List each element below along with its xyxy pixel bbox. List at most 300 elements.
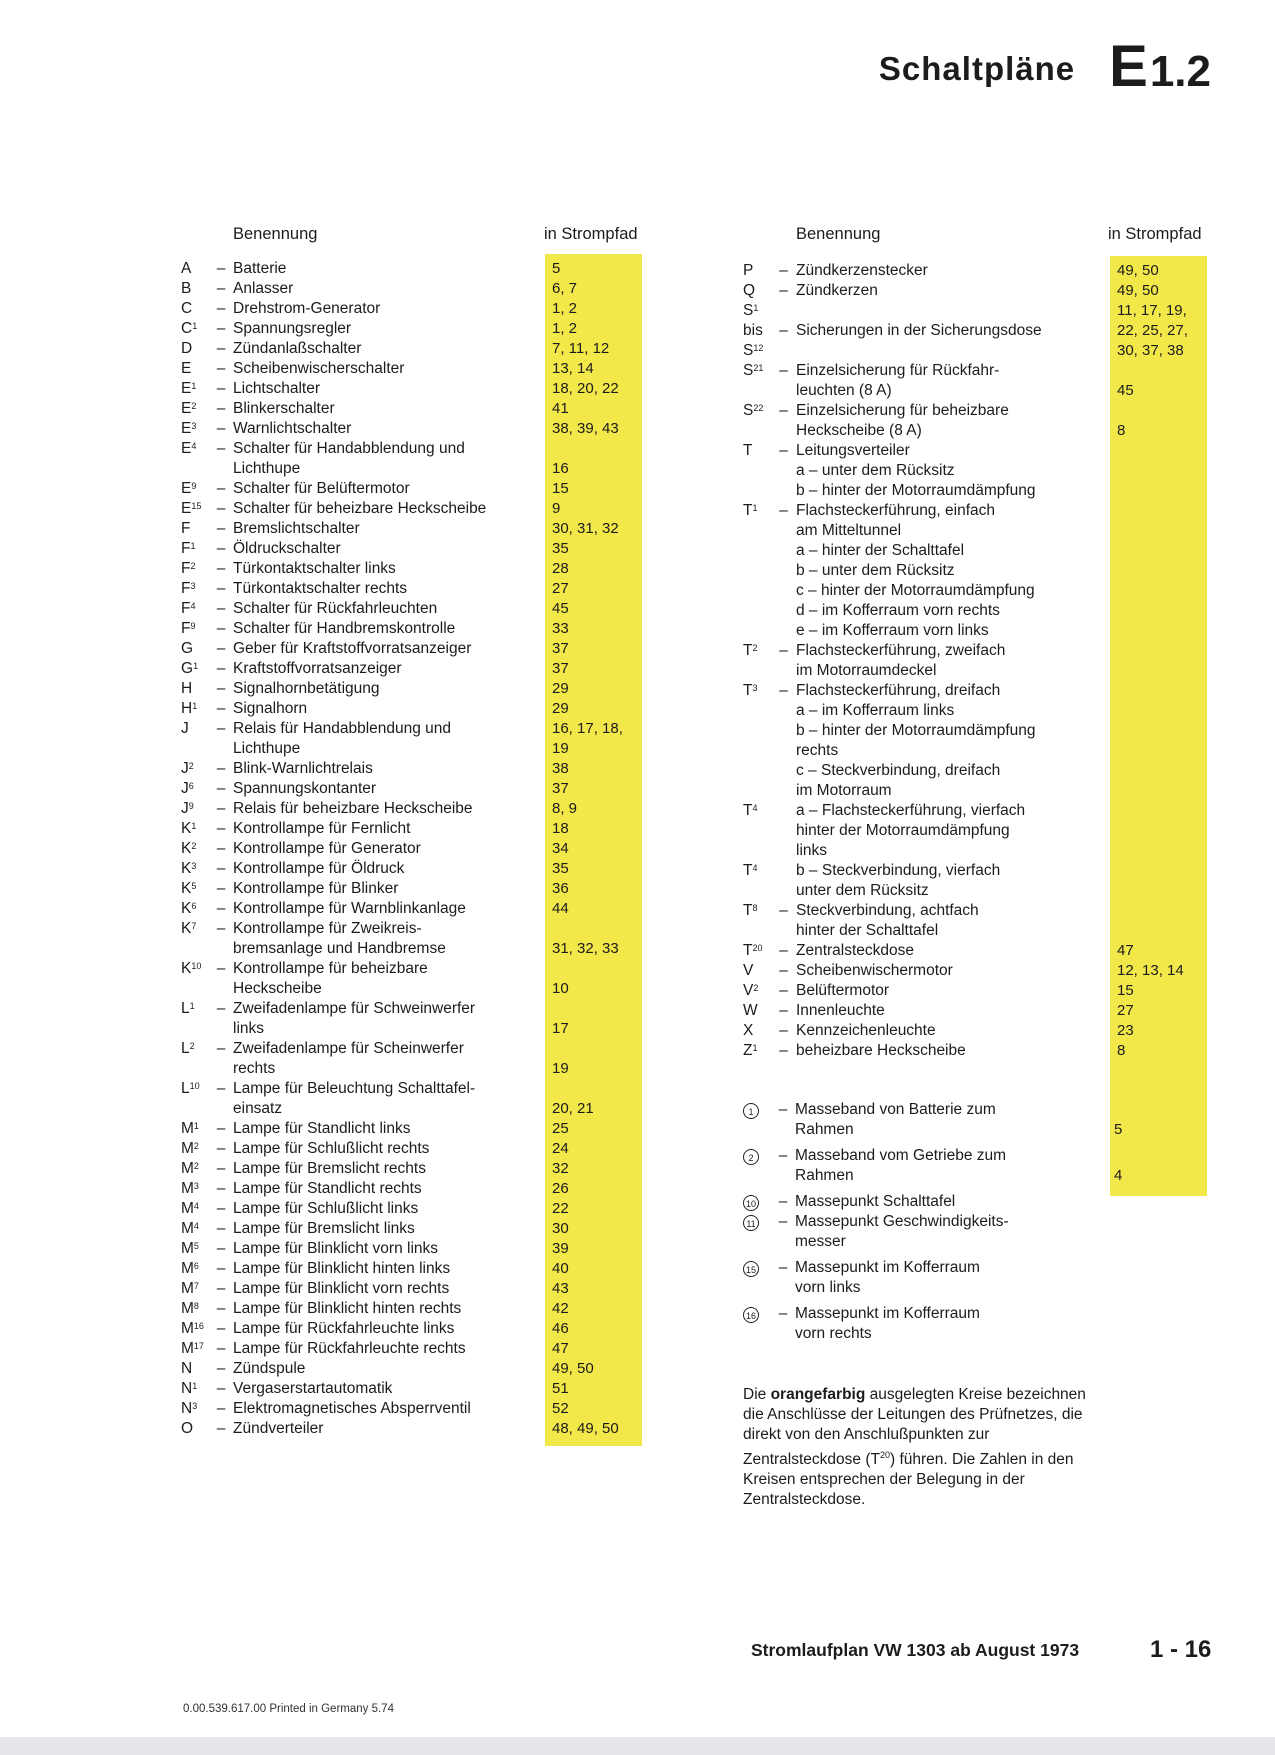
component-name: Lampe für Beleuchtung Schalttafel- — [233, 1080, 476, 1097]
legend-row — [181, 339, 610, 359]
circuit-path: 15 — [1117, 982, 1134, 999]
component-code-letter: E — [181, 400, 192, 417]
component-code — [743, 261, 771, 281]
component-name: Spannungsregler — [233, 320, 352, 337]
component-code-index: 4 — [752, 863, 758, 873]
circuit-path: 17 — [552, 1020, 569, 1037]
component-code — [181, 619, 209, 639]
component-name: Lampe für Schlußlicht rechts — [233, 1140, 430, 1157]
ground-point-name: Massepunkt Schalttafel — [795, 1193, 956, 1210]
separator-dash — [771, 781, 796, 801]
separator-dash — [771, 341, 796, 361]
separator-dash — [771, 1278, 795, 1298]
component-code-letter: T — [743, 942, 753, 959]
component-code-index: 1 — [752, 503, 758, 513]
component-code — [181, 999, 209, 1019]
ground-row — [743, 1304, 1107, 1324]
component-name: hinter der Schalttafel — [796, 922, 939, 939]
legend-row — [743, 661, 1108, 681]
component-name: Sicherungen in der Sicherungsdose — [796, 322, 1042, 339]
component-name: b – hinter der Motorraumdämpfung — [796, 722, 1036, 739]
separator-dash: – — [779, 402, 788, 419]
component-code-letter: M — [181, 1120, 194, 1137]
component-name: am Mitteltunnel — [796, 522, 902, 539]
component-code-letter: S — [743, 362, 754, 379]
legend-row — [743, 541, 1108, 561]
component-name: Schalter für Belüftermotor — [233, 480, 410, 497]
legend-row — [743, 921, 1108, 941]
component-code — [743, 901, 771, 921]
component-code — [181, 1139, 209, 1159]
separator-dash — [771, 881, 796, 901]
component-code — [743, 301, 771, 321]
ground-point-name: Massepunkt im Kofferraum — [795, 1305, 980, 1322]
separator-dash: – — [216, 700, 226, 717]
component-code-index: 3 — [752, 683, 758, 693]
component-code — [743, 461, 771, 481]
component-code — [743, 361, 771, 381]
ground-point-name: Rahmen — [795, 1121, 854, 1138]
component-code — [181, 879, 209, 899]
component-code — [181, 1279, 209, 1299]
separator-dash: – — [216, 1380, 226, 1397]
component-code — [743, 721, 771, 741]
component-name: Relais für Handabblendung und — [233, 720, 452, 737]
circuit-path: 41 — [552, 400, 569, 417]
component-name: Heckscheibe (8 A) — [796, 422, 922, 439]
separator-dash — [771, 601, 796, 621]
legend-row — [181, 879, 569, 899]
component-name: Kontrollampe für beheizbare — [233, 960, 428, 977]
component-code-index: 6 — [188, 781, 194, 791]
circuit-path: 47 — [1117, 942, 1134, 959]
separator-dash — [209, 739, 233, 759]
component-name: Heckscheibe — [233, 980, 322, 997]
component-code-letter: K — [181, 920, 192, 937]
component-code-index: 2 — [193, 1141, 199, 1151]
separator-dash: – — [216, 960, 226, 977]
component-code — [181, 1299, 209, 1319]
component-code-index: 5 — [193, 1241, 199, 1251]
component-code-letter: F — [181, 520, 191, 537]
component-code — [181, 419, 209, 439]
legend-row — [743, 981, 1134, 1001]
ground-row — [743, 1324, 1107, 1344]
circuit-path: 11, 17, 19, — [1117, 302, 1187, 319]
component-name: beheizbare Heckscheibe — [796, 1042, 966, 1059]
separator-dash: – — [779, 642, 788, 659]
component-code — [743, 841, 771, 861]
component-code — [743, 321, 771, 341]
circuit-path: 38 — [552, 760, 569, 777]
separator-dash — [209, 979, 233, 999]
component-code-letter: M — [181, 1300, 194, 1317]
circuit-path: 20, 21 — [552, 1100, 594, 1117]
component-name: Lampe für Bremslicht rechts — [233, 1160, 426, 1177]
component-code-letter: P — [743, 262, 754, 279]
component-code-index: 2 — [191, 401, 197, 411]
component-name: Zweifadenlampe für Scheinwerfer — [233, 1040, 464, 1057]
separator-dash — [771, 861, 796, 881]
separator-dash: – — [216, 600, 226, 617]
legend-row — [181, 619, 569, 639]
separator-dash: – — [779, 502, 788, 519]
component-name — [796, 301, 1108, 321]
component-name: Lichtschalter — [233, 380, 321, 397]
component-name: a – Flachsteckerführung, vierfach — [796, 802, 1026, 819]
component-code — [181, 1339, 209, 1359]
component-name: Drehstrom-Generator — [233, 300, 381, 317]
component-code — [743, 961, 771, 981]
component-code-letter: F — [181, 580, 191, 597]
component-code — [743, 621, 771, 641]
component-code — [743, 661, 771, 681]
component-code-letter: O — [181, 1420, 194, 1437]
separator-dash: – — [216, 340, 226, 357]
legend-row — [181, 919, 545, 939]
component-code — [181, 259, 209, 279]
component-code — [743, 1001, 771, 1021]
separator-dash — [771, 801, 796, 821]
ground-row — [743, 1278, 1107, 1298]
separator-dash: – — [216, 860, 226, 877]
component-code-letter: G — [181, 640, 194, 657]
ground-row — [743, 1192, 1107, 1212]
legend-row — [181, 1199, 569, 1219]
legend-row — [181, 899, 569, 919]
component-code — [181, 439, 209, 459]
component-name: Kontrollampe für Öldruck — [233, 860, 405, 877]
component-code — [181, 719, 209, 739]
separator-dash: – — [779, 362, 788, 379]
component-name: Blinkerschalter — [233, 400, 335, 417]
component-code-letter: G — [181, 660, 194, 677]
legend-row — [181, 1119, 569, 1139]
component-code-letter: J — [181, 800, 189, 817]
legend-row — [743, 861, 1108, 881]
component-code-index: 20 — [752, 943, 763, 953]
component-code-letter: H — [181, 680, 193, 697]
separator-dash: – — [778, 1147, 788, 1164]
component-code — [181, 939, 209, 959]
component-code-index: 1 — [192, 701, 198, 711]
component-code-letter: M — [181, 1160, 194, 1177]
legend-row — [181, 479, 569, 499]
separator-dash: – — [216, 1120, 226, 1137]
separator-dash: – — [216, 360, 226, 377]
component-code — [181, 979, 209, 999]
separator-dash: – — [216, 680, 226, 697]
legend-row — [181, 1319, 569, 1339]
component-code — [181, 539, 209, 559]
separator-dash: – — [778, 1101, 788, 1118]
component-code — [743, 561, 771, 581]
separator-dash: – — [779, 682, 788, 699]
component-name: b – hinter der Motorraumdämpfung — [796, 482, 1036, 499]
legend-row — [181, 1139, 569, 1159]
component-code-letter: E — [181, 420, 192, 437]
component-name: Lampe für Blinklicht vorn rechts — [233, 1280, 450, 1297]
separator-dash: – — [216, 660, 226, 677]
legend-row — [181, 379, 619, 399]
separator-dash: – — [216, 580, 226, 597]
component-code — [181, 1379, 209, 1399]
component-code-index: 4 — [190, 601, 196, 611]
component-code — [181, 659, 209, 679]
component-code-letter: M — [181, 1140, 194, 1157]
legend-row — [181, 859, 569, 879]
legend-row — [181, 1079, 545, 1099]
legend-row — [743, 961, 1184, 981]
component-code-letter: K — [181, 840, 192, 857]
circuit-path: 12, 13, 14 — [1117, 962, 1184, 979]
legend-row — [181, 1159, 569, 1179]
legend-row — [743, 1041, 1126, 1061]
component-code — [743, 681, 771, 701]
ground-row — [743, 1100, 1107, 1120]
component-code-letter: J — [181, 760, 189, 777]
component-code-letter: C — [181, 300, 193, 317]
component-code-letter: L — [181, 1040, 190, 1057]
component-code — [181, 859, 209, 879]
circuit-path: 24 — [552, 1140, 569, 1157]
component-code — [743, 761, 771, 781]
component-code-index: 2 — [191, 841, 197, 851]
component-name: Einzelsicherung für Rückfahr- — [796, 362, 1000, 379]
component-code-letter: K — [181, 900, 192, 917]
separator-dash — [771, 1120, 795, 1140]
component-name: bremsanlage und Handbremse — [233, 940, 446, 957]
circuit-path: 27 — [552, 580, 569, 597]
ground-points-list — [743, 1100, 1123, 1344]
component-code-index: 16 — [193, 1321, 204, 1331]
legend-row — [743, 681, 1108, 701]
component-name: Zweifadenlampe für Schweinwerfer — [233, 1000, 476, 1017]
component-code-letter: E — [181, 380, 192, 397]
ground-point-name: vorn rechts — [795, 1325, 872, 1342]
circuit-path: 30, 31, 32 — [552, 520, 619, 537]
component-code — [743, 981, 771, 1001]
component-code — [181, 779, 209, 799]
component-code-index: 7 — [191, 921, 197, 931]
component-code-index: 6 — [193, 1261, 199, 1271]
component-code-letter: M — [181, 1220, 194, 1237]
separator-dash: – — [216, 760, 226, 777]
separator-dash: – — [216, 1000, 226, 1017]
circuit-path: 18 — [552, 820, 569, 837]
separator-dash — [771, 821, 796, 841]
column-header-name: Benennung — [796, 225, 881, 243]
component-code — [181, 1079, 209, 1099]
component-code-letter: T — [743, 682, 753, 699]
component-code-letter: J — [181, 720, 189, 737]
component-code — [181, 339, 209, 359]
component-code — [181, 1319, 209, 1339]
component-code-index: 1 — [191, 821, 197, 831]
component-code — [743, 641, 771, 661]
circuit-path: 37 — [552, 660, 569, 677]
component-code-letter: B — [181, 280, 192, 297]
component-code-letter: bis — [743, 322, 763, 339]
component-code-index: 1 — [753, 303, 759, 313]
legend-row — [743, 361, 1108, 381]
circuit-path: 19 — [552, 740, 569, 757]
legend-row — [181, 1019, 569, 1039]
component-name: Scheibenwischermotor — [796, 962, 953, 979]
component-name: im Motorraumdeckel — [796, 662, 937, 679]
component-name: Blink-Warnlichtrelais — [233, 760, 373, 777]
component-name: Schalter für Handabblendung und — [233, 440, 465, 457]
separator-dash: – — [779, 262, 788, 279]
ground-symbol-cell — [743, 1166, 771, 1186]
component-code-letter: W — [743, 1002, 758, 1019]
component-name: Kontrollampe für Blinker — [233, 880, 399, 897]
component-code — [181, 1219, 209, 1239]
note-intro: Die — [743, 1386, 767, 1403]
component-code-index: 9 — [190, 621, 196, 631]
page-header — [878, 34, 1211, 99]
component-code-letter: C — [181, 320, 193, 337]
separator-dash: – — [216, 540, 226, 557]
legend-row — [181, 1279, 569, 1299]
separator-dash — [771, 1166, 795, 1186]
component-code — [181, 959, 209, 979]
separator-dash: – — [778, 1193, 788, 1210]
component-name: d – im Kofferraum vorn rechts — [796, 602, 1000, 619]
component-code — [743, 741, 771, 761]
legend-row — [743, 401, 1108, 421]
circuit-path: 44 — [552, 900, 569, 917]
separator-dash: – — [216, 400, 226, 417]
component-name: Lampe für Rückfahrleuchte links — [233, 1320, 455, 1337]
circuit-path: 9 — [552, 500, 561, 517]
component-name: Lampe für Rückfahrleuchte rechts — [233, 1340, 466, 1357]
component-code-index: 1 — [192, 1381, 198, 1391]
legend-row — [181, 799, 578, 819]
component-code-letter: K — [181, 880, 192, 897]
component-code — [743, 541, 771, 561]
separator-dash: – — [779, 442, 788, 459]
legend-rows-left — [181, 259, 623, 1439]
legend-row — [181, 459, 569, 479]
circuit-path: 40 — [552, 1260, 569, 1277]
ground-point-name: messer — [795, 1233, 846, 1250]
component-name: Zündkerzenstecker — [796, 262, 928, 279]
legend-row — [743, 501, 1108, 521]
separator-dash: – — [779, 982, 788, 999]
separator-dash: – — [216, 720, 226, 737]
component-code — [743, 781, 771, 801]
component-code — [181, 1359, 209, 1379]
component-name: e – im Kofferraum vorn links — [796, 622, 989, 639]
component-name: Öldruckschalter — [233, 540, 341, 557]
ground-row — [743, 1120, 1123, 1140]
component-name: Türkontaktschalter rechts — [233, 580, 408, 597]
separator-dash: – — [216, 1280, 226, 1297]
component-name: Anlasser — [233, 280, 294, 297]
circuit-path: 48, 49, 50 — [552, 1420, 619, 1437]
component-code-index: 2 — [193, 1161, 199, 1171]
circuit-path: 1, 2 — [552, 320, 578, 337]
ground-row — [743, 1212, 1107, 1232]
legend-row — [743, 841, 1108, 861]
component-code — [181, 519, 209, 539]
component-code — [743, 861, 771, 881]
separator-dash: – — [216, 440, 226, 457]
component-code — [743, 401, 771, 421]
component-code-letter: H — [181, 700, 193, 717]
ground-symbol-cell — [743, 1304, 771, 1324]
circuit-path: 26 — [552, 1180, 569, 1197]
legend-row — [743, 601, 1108, 621]
legend-row — [181, 539, 569, 559]
component-name: Kontrollampe für Warnblinkanlage — [233, 900, 466, 917]
circuit-path: 31, 32, 33 — [552, 940, 619, 957]
legend-row — [181, 559, 569, 579]
component-code-index: 1 — [191, 381, 197, 391]
legend-row — [181, 699, 569, 719]
legend-row — [181, 1339, 569, 1359]
separator-dash: – — [779, 1022, 788, 1039]
component-code-letter: T — [743, 902, 753, 919]
component-name: leuchten (8 A) — [796, 382, 892, 399]
component-code — [743, 481, 771, 501]
separator-dash — [209, 1099, 233, 1119]
separator-dash — [209, 1059, 233, 1079]
separator-dash — [771, 921, 796, 941]
component-code-letter: V — [743, 982, 754, 999]
component-code — [181, 499, 209, 519]
component-code-letter: K — [181, 960, 192, 977]
component-code-letter: M — [181, 1340, 194, 1357]
circuit-path: 30, 37, 38 — [1117, 342, 1184, 359]
component-code-index: 6 — [191, 901, 197, 911]
component-code-letter: M — [181, 1240, 194, 1257]
separator-dash: – — [216, 1400, 226, 1417]
circuit-path: 45 — [1117, 382, 1134, 399]
legend-row — [743, 821, 1108, 841]
component-code — [181, 1419, 209, 1439]
separator-dash: – — [216, 1260, 226, 1277]
separator-dash — [771, 381, 796, 401]
component-code-letter: F — [181, 540, 191, 557]
separator-dash — [771, 461, 796, 481]
component-name: Zündanlaßschalter — [233, 340, 362, 357]
separator-dash — [771, 841, 796, 861]
component-name: Schalter für Rückfahrleuchten — [233, 600, 438, 617]
circuit-path: 46 — [552, 1320, 569, 1337]
legend-row — [743, 321, 1188, 341]
legend-row — [181, 499, 561, 519]
separator-dash: – — [779, 942, 788, 959]
note-sup: 20 — [879, 1450, 890, 1460]
separator-dash: – — [216, 500, 226, 517]
component-code-letter: N — [181, 1380, 193, 1397]
component-code-index: 17 — [193, 1341, 204, 1351]
component-code-index: 9 — [191, 481, 197, 491]
circuit-path: 1, 2 — [552, 300, 578, 317]
component-code — [181, 479, 209, 499]
component-code-letter: M — [181, 1200, 194, 1217]
component-code-letter: D — [181, 340, 193, 357]
ground-row — [743, 1166, 1123, 1186]
circuit-path: 42 — [552, 1300, 569, 1317]
legend-row — [743, 381, 1134, 401]
component-name: im Motorraum — [796, 782, 892, 799]
component-code — [181, 799, 209, 819]
note-end: ) führen. Die Zahlen in den Kreisen entsprechen der Belegung in der Zentralsteckdose. — [743, 1451, 1074, 1509]
component-code-index: 5 — [191, 881, 197, 891]
